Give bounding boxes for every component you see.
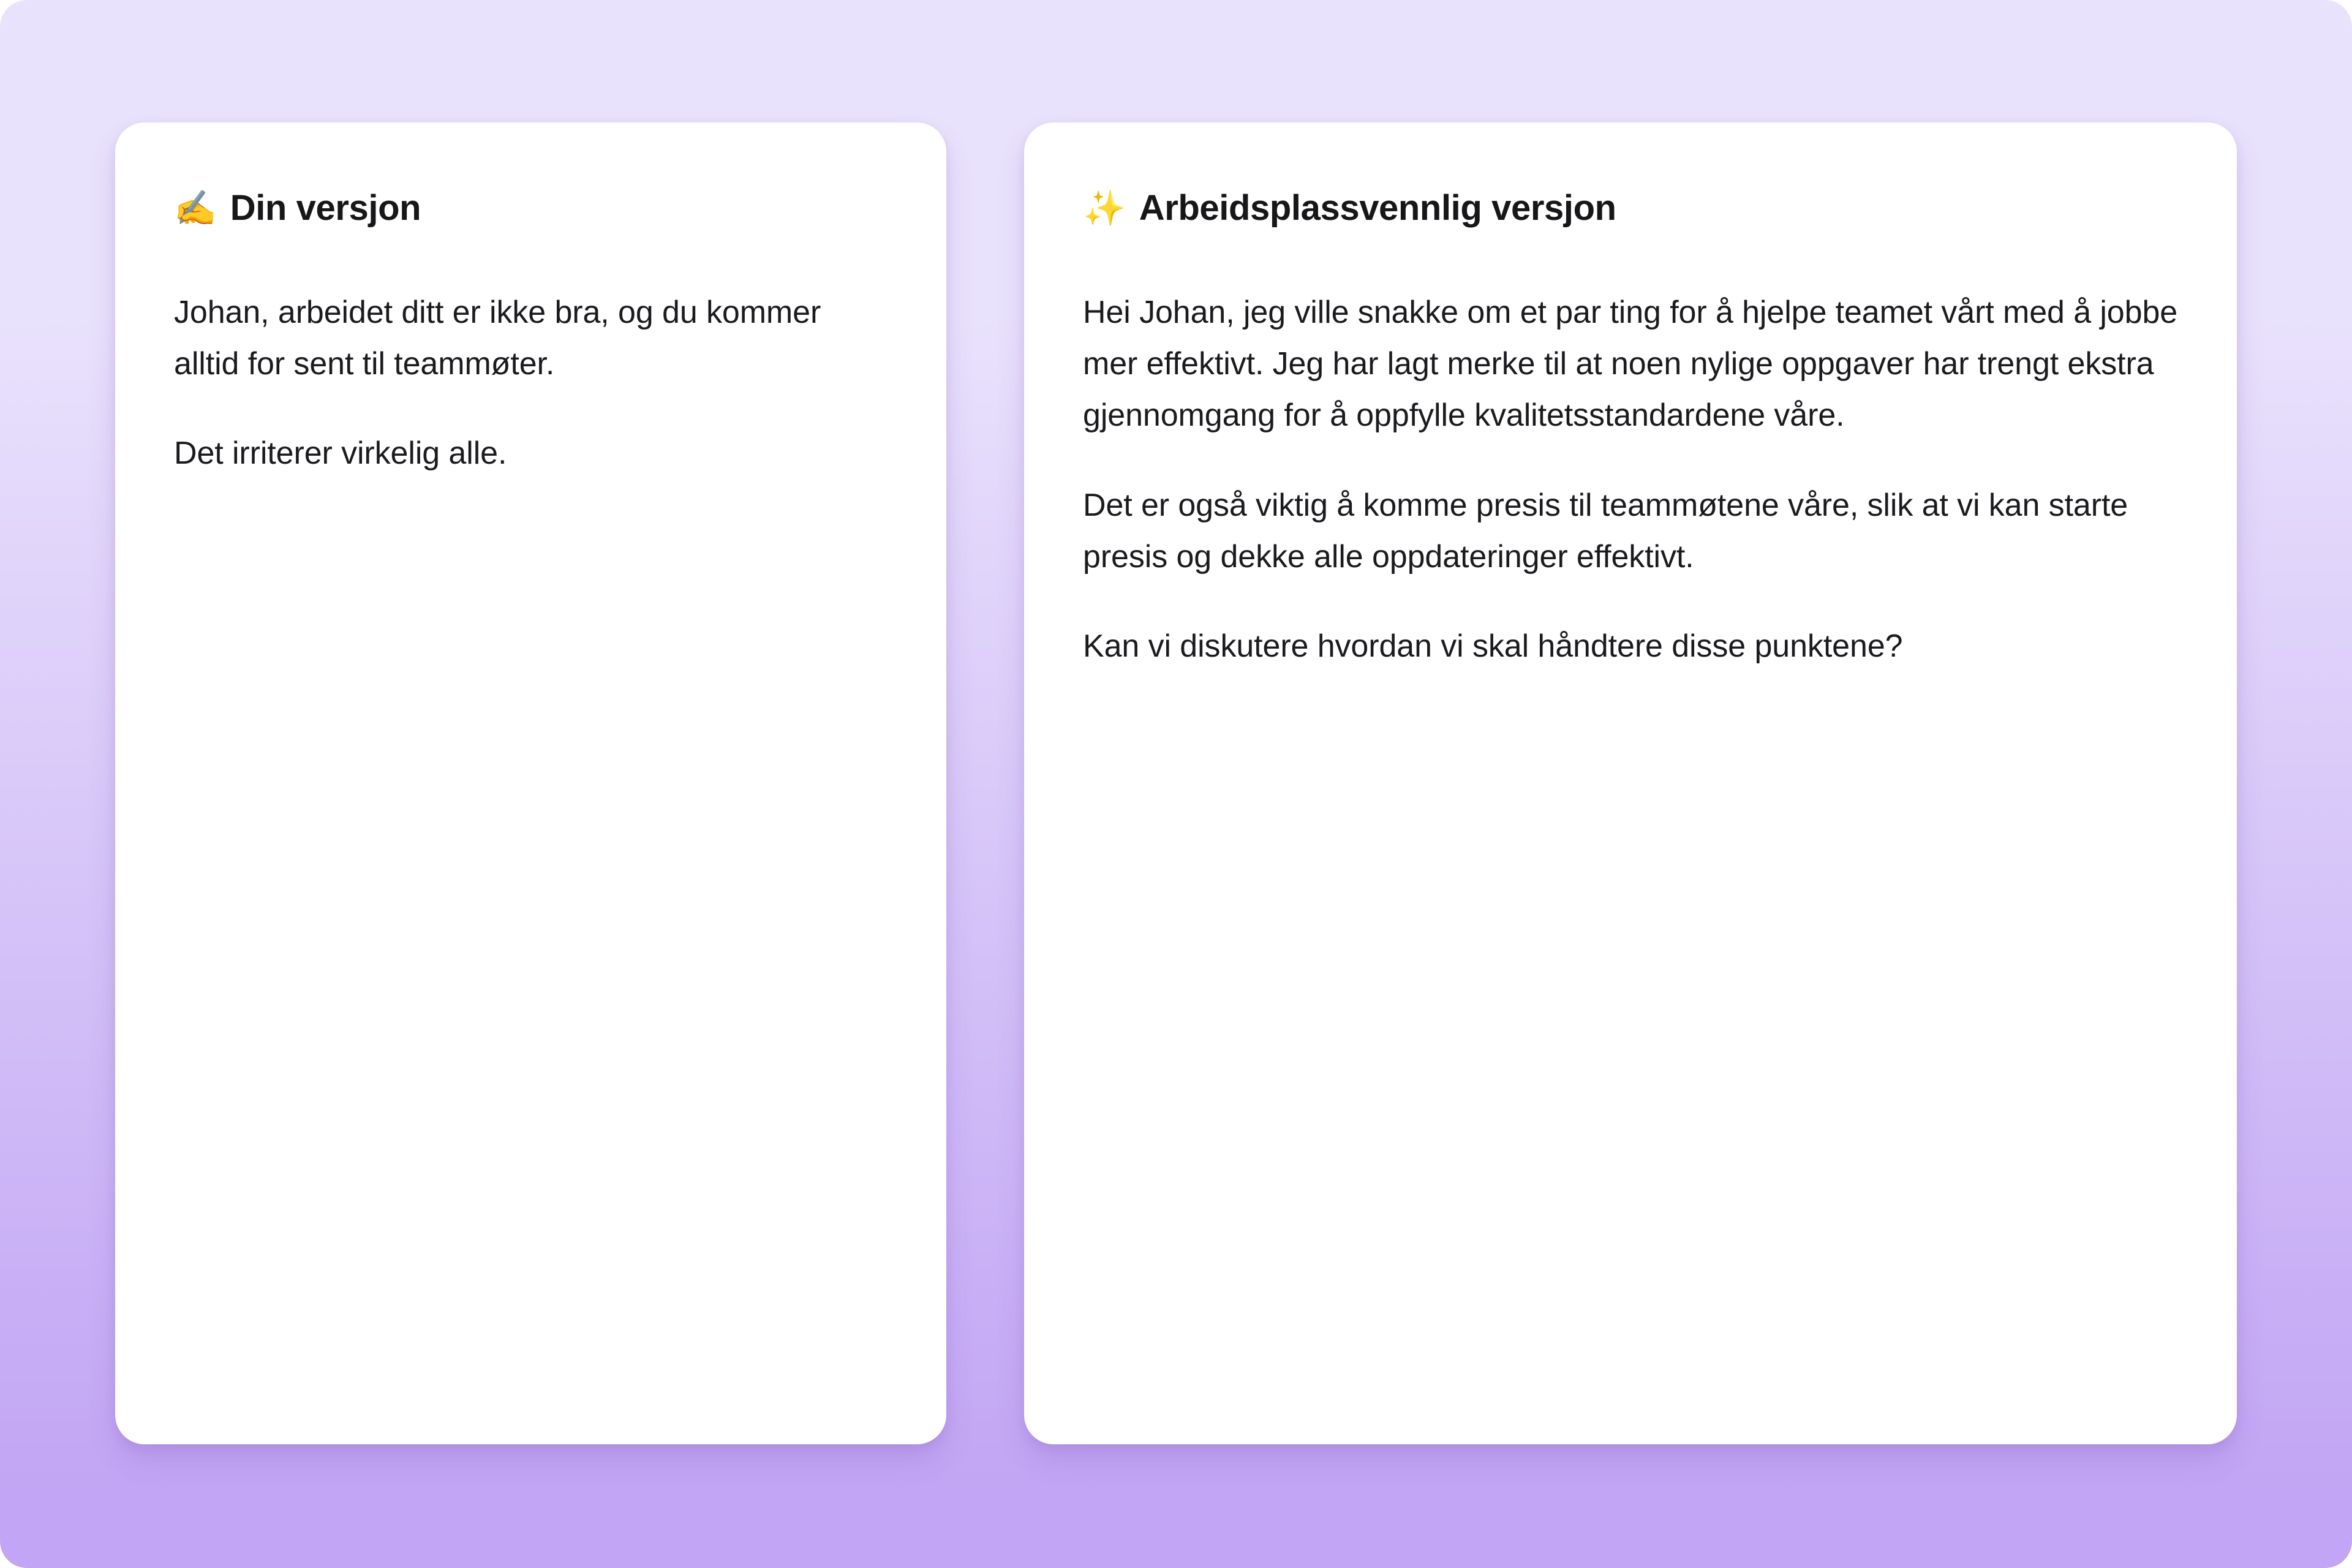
workplace-friendly-card-body [1083,287,2178,672]
writing-hand-icon: ✍️ [174,188,217,227]
comparison-cards-container [115,123,2237,1444]
workplace-friendly-paragraph-3: Kan vi diskutere hvordan vi skal håndtere disse punktene? [1083,628,1903,664]
workplace-friendly-card-title: Arbeidsplassvennlig versjon [1139,188,1616,228]
workplace-friendly-paragraph-2: Det er også viktig å komme presis til teammøtene våre, slik at vi kan starte presis og dekke alle oppdateringer effektivt. [1083,487,2128,575]
workplace-friendly-paragraph-1: Hei Johan, jeg ville snakke om et par ting for å hjelpe teamet vårt med å jobbe mer effektivt. Jeg har lagt merke til at noen nylige oppgaver har trengt ekstra gjennomgang for å oppfylle kvalitetsstandardene våre. [1083,294,2178,434]
your-version-card [115,123,946,1444]
your-version-paragraph-2: Det irriterer virkelig alle. [174,435,507,472]
your-version-card-body [174,287,888,480]
your-version-card-title: Din versjon [230,188,421,228]
workplace-friendly-card-header [1083,189,2178,228]
your-version-paragraph-1: Johan, arbeidet ditt er ikke bra, og du kommer alltid for sent til teammøter. [174,294,821,382]
sparkles-icon: ✨ [1083,188,1126,227]
your-version-card-header [174,189,888,228]
workplace-friendly-version-card [1024,123,2237,1444]
